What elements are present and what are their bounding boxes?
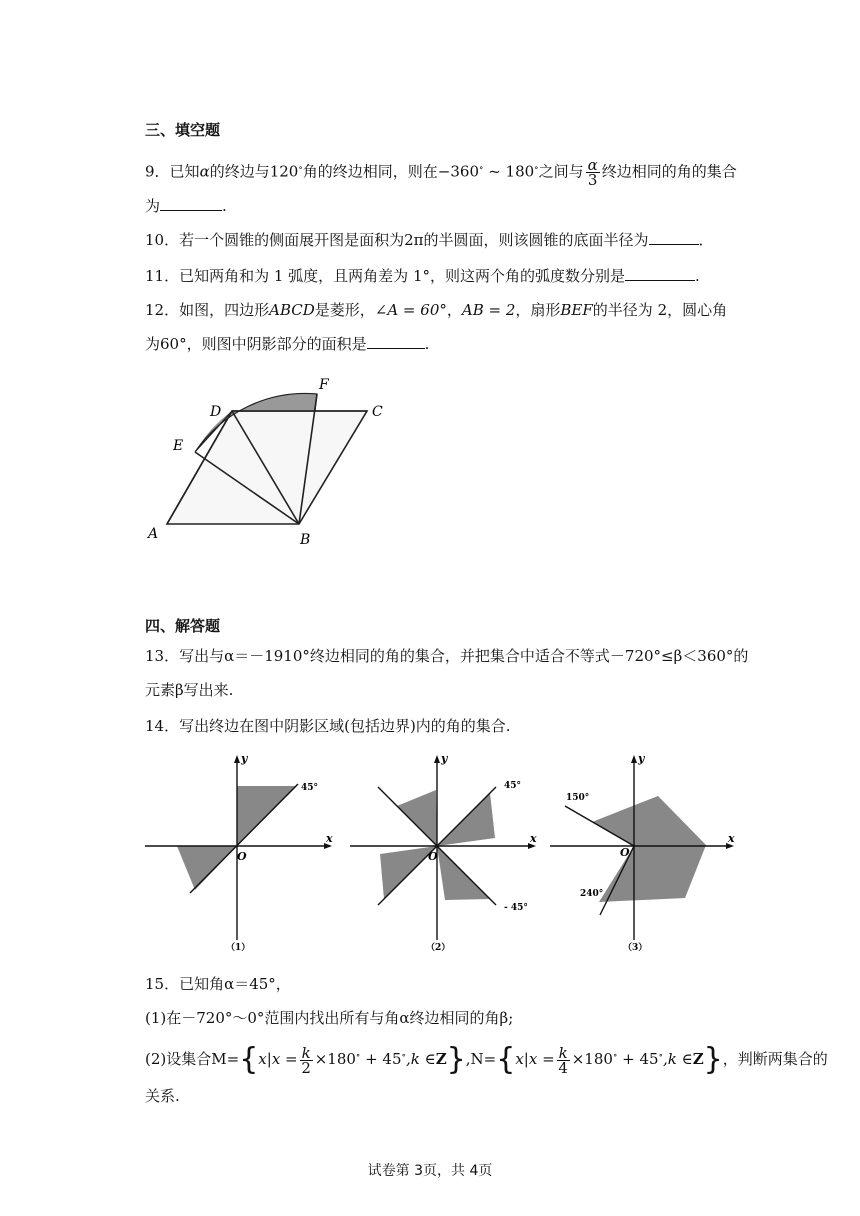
section-title-solve: 四、解答题 <box>145 617 221 635</box>
fig3-y-label: y <box>638 752 645 765</box>
q13-text: 写出与α＝－1910°终边相同的角的集合，并把集合中适合不等式－720°≤β＜360°的 <box>179 647 749 665</box>
fig3-caption: （3） <box>623 943 648 953</box>
q15-part2-text: ，判断两集合的 <box>722 1050 828 1068</box>
question-12-line2: 为60°，则图中阴影部分的面积是 . <box>145 335 430 353</box>
fig2-caption: （2） <box>426 943 451 953</box>
fig1-origin: O <box>237 850 247 863</box>
q9-text: 已知 <box>169 162 200 181</box>
label-d: D <box>210 404 222 420</box>
q12-text: 如图，四边形 <box>179 301 270 319</box>
label-a: A <box>148 526 159 542</box>
fig3-angle-240: 240° <box>580 889 604 899</box>
label-b: B <box>300 532 311 548</box>
q12-rhombus-figure <box>140 370 400 550</box>
fig3-origin: O <box>620 846 630 859</box>
question-14 <box>145 716 511 736</box>
q12-bef: BEF <box>560 301 593 319</box>
q9-angle120: 120 <box>269 162 299 181</box>
q15-part2-text: 关系. <box>145 1087 180 1105</box>
fig1-angle-45: 45° <box>301 783 319 793</box>
q15-part2-text: (2)设集合 <box>145 1050 212 1068</box>
q15-set-n: N= <box>470 1050 497 1068</box>
fig2-origin: O <box>428 850 438 863</box>
q14-figure-3 <box>550 752 735 953</box>
q9-number: 9． <box>145 162 170 181</box>
question-15-part2: (2)设集合M={x|x = $\frac{k}{2}$ ×180∘ + 45∘,k ∈Z},N={x|x = $\frac{k}{4}$ ×180∘ + 45∘,k ∈Z}，判断两集合的 <box>145 1042 828 1077</box>
fig1-caption: （1） <box>226 943 251 953</box>
q9-text: 之间与 <box>538 162 584 181</box>
section-title-fill-blank: 三、填空题 <box>145 121 221 139</box>
q12-text: 的半径为 2，圆心角 <box>592 301 728 319</box>
q12-answer-blank[interactable] <box>367 334 425 349</box>
fig1-shaded-lower <box>177 846 237 890</box>
q14-figures <box>140 750 760 960</box>
question-15-part1 <box>145 1008 513 1028</box>
q12-angle: ∠A = 60° <box>374 301 447 319</box>
fig2-angle-45: 45° <box>504 781 522 791</box>
q10-answer-blank[interactable] <box>649 230 699 245</box>
question-13-line1 <box>145 646 748 666</box>
fig3-shaded-region <box>592 796 706 902</box>
q9-range-start: −360 <box>437 162 479 181</box>
q10-area: 2π <box>404 231 424 249</box>
q14-text: 写出终边在图中阴影区域(包括边界)内的角的集合. <box>179 717 511 735</box>
q9-text: 为 <box>145 197 161 215</box>
q9-fraction: $\frac{\alpha}{3}$ <box>587 156 598 189</box>
question-15-line1 <box>145 974 291 994</box>
question-13-line2 <box>145 680 233 700</box>
q9-text: 的终边与 <box>209 162 270 181</box>
question-11: 11．已知两角和为 1 弧度，且两角差为 1°，则这两个角的弧度数分别是 . <box>145 267 700 285</box>
q12-text: 为 <box>145 335 161 353</box>
q15-text: 已知角α＝45°， <box>179 975 291 993</box>
question-10: 10．若一个圆锥的侧面展开图是面积为2π的半圆面，则该圆锥的底面半径为 ． <box>145 231 714 249</box>
q9-text: 终边相同的角的集合 <box>601 162 737 181</box>
fig2-shaded-ul <box>397 790 437 846</box>
q9-range-end: 180 <box>505 162 535 181</box>
fig2-angle-neg45: - 45° <box>504 903 528 913</box>
question-12-line1: 12．如图，四边形ABCD是菱形，∠A = 60°，AB = 2，扇形BEF的半径为 2，圆心角 <box>145 301 728 319</box>
q14-figure-2 <box>350 752 537 953</box>
q9-alpha: α <box>199 162 210 181</box>
q12-text: ，则图中阴影部分的面积是 <box>186 335 367 353</box>
fig3-angle-150: 150° <box>566 793 590 803</box>
q12-ab: AB = 2 <box>461 301 516 319</box>
question-9-line2: 为 . <box>145 197 227 215</box>
q9-answer-blank[interactable] <box>160 196 222 211</box>
q9-text: 角的终边相同，则在 <box>302 162 438 181</box>
label-f: F <box>319 377 329 393</box>
q12-text: 是菱形， <box>314 301 375 319</box>
q15-number: 15． <box>145 975 180 993</box>
q10-number: 10． <box>145 231 180 249</box>
page-footer: 试卷第 3页，共 4页 <box>367 1163 493 1179</box>
fig2-x-label: x <box>530 832 537 845</box>
rhombus-abcd <box>167 411 367 524</box>
fig1-x-label: x <box>326 832 333 845</box>
q12-deg60: 60° <box>160 335 187 353</box>
q12-abcd: ABCD <box>269 301 315 319</box>
question-15-part2-line2 <box>145 1086 180 1106</box>
q12-number: 12． <box>145 301 180 319</box>
label-c: C <box>372 404 383 420</box>
q10-text: 若一个圆锥的侧面展开图是面积为 <box>179 231 405 249</box>
label-e: E <box>173 438 184 454</box>
fig3-x-label: x <box>728 832 735 845</box>
q15-set-m: M= <box>211 1050 240 1068</box>
fig1-y-label: y <box>241 752 248 765</box>
question-9-line1: 9．已知α的终边与120∘角的终边相同，则在−360∘ ~ 180∘之间与 $\frac{\alpha}{3}$ 终边相同的角的集合 <box>145 156 737 189</box>
q11-answer-blank[interactable] <box>625 266 695 281</box>
q13-number: 13． <box>145 647 180 665</box>
q13-text: 元素β写出来. <box>145 681 234 699</box>
q14-number: 14． <box>145 717 180 735</box>
q12-text: ，扇形 <box>515 301 561 319</box>
q11-number: 11． <box>145 267 180 285</box>
fig2-y-label: y <box>441 752 448 765</box>
q15-part1: (1)在－720°～0°范围内找出所有与角α终边相同的角β; <box>145 1009 514 1027</box>
q11-text: 已知两角和为 1 弧度，且两角差为 1°，则这两个角的弧度数分别是 <box>179 267 625 285</box>
q10-text: 的半圆面，则该圆锥的底面半径为 <box>423 231 649 249</box>
q14-figure-1 <box>145 752 333 953</box>
q9-tilde: ~ <box>483 162 506 181</box>
